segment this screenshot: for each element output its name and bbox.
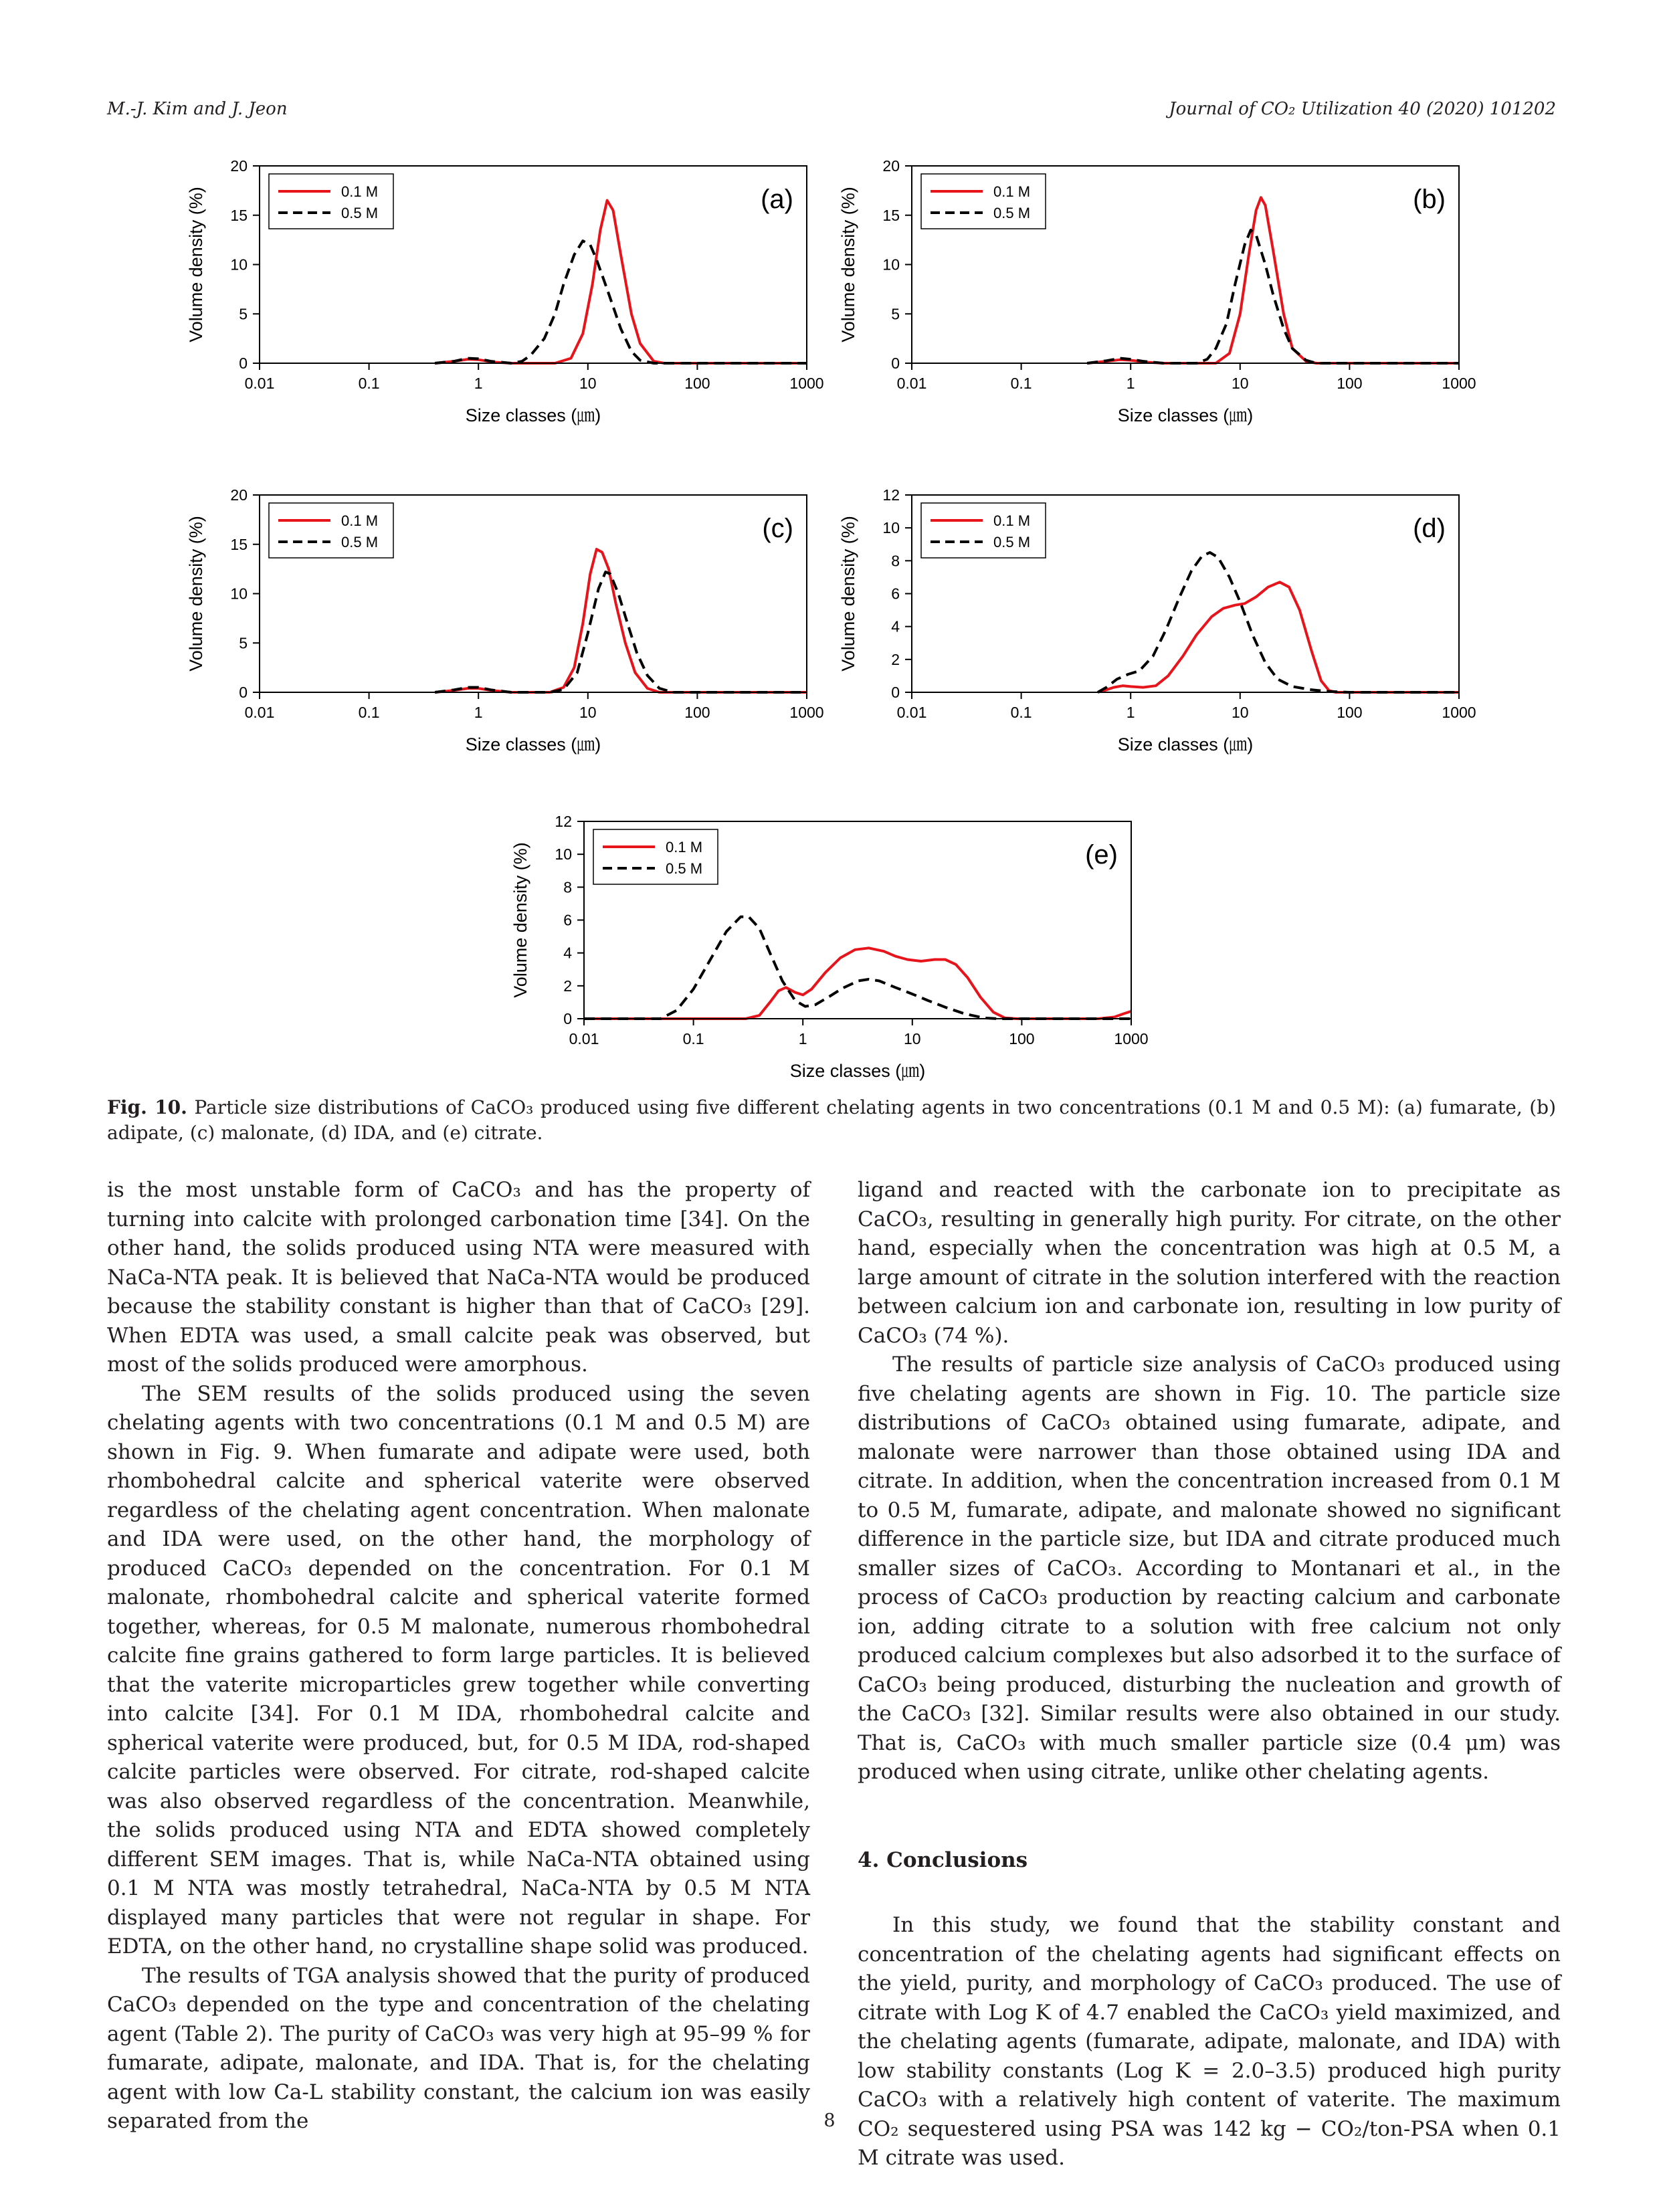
- x-axis-label: Size classes (㎛): [1117, 734, 1254, 755]
- series-line: [435, 549, 807, 692]
- y-tick-label: 10: [555, 845, 572, 864]
- legend-label: 0.5 M: [666, 860, 703, 877]
- y-tick-label: 15: [882, 206, 900, 224]
- legend-label: 0.5 M: [341, 534, 379, 550]
- chart-panel-e: [512, 809, 1154, 1090]
- x-tick-label: 100: [684, 704, 710, 721]
- x-tick-label: 1: [474, 375, 483, 392]
- series-line: [1087, 197, 1459, 363]
- y-tick-label: 8: [563, 878, 572, 896]
- y-axis-label: Volume density (%): [510, 842, 530, 998]
- x-tick-label: 100: [1337, 704, 1363, 721]
- series-line: [1098, 582, 1459, 692]
- panel-label: (d): [1413, 514, 1446, 543]
- x-tick-label: 10: [904, 1030, 921, 1047]
- chart-panel-a: [187, 154, 830, 435]
- y-tick-label: 15: [230, 206, 248, 224]
- body-paragraph: is the most unstable form of CaCO₃ and has the property of turning into calcite with prolonged carbonation time [34]. On the other hand, the solids produced using NTA were measured with NaCa-NTA peak. It is believed that NaCa-NTA would be produced because the stability constant is higher than that of CaCO₃ [29]. When EDTA was used, a small calcite peak was observed, but most of the solids produced were amorphous.: [107, 1178, 810, 1377]
- y-tick-label: 20: [230, 486, 248, 504]
- series-line: [435, 201, 807, 363]
- x-tick-label: 0.01: [896, 375, 927, 392]
- panel-label: (c): [762, 514, 793, 543]
- x-tick-label: 10: [1232, 704, 1249, 721]
- chart-panel-b: [840, 154, 1482, 435]
- y-tick-label: 20: [882, 157, 900, 175]
- y-tick-label: 15: [230, 535, 248, 553]
- figure-caption: [107, 1095, 1556, 1146]
- legend-label: 0.1 M: [341, 512, 379, 529]
- body-column-left: [107, 1176, 810, 2136]
- x-tick-label: 0.01: [244, 704, 275, 721]
- x-tick-label: 1: [1126, 375, 1135, 392]
- panel-label: (a): [761, 185, 793, 214]
- y-tick-label: 0: [239, 684, 248, 701]
- y-tick-label: 10: [230, 256, 248, 274]
- x-tick-label: 10: [1232, 375, 1249, 392]
- x-tick-label: 1: [798, 1030, 807, 1047]
- x-tick-label: 1: [1126, 704, 1135, 721]
- y-tick-label: 4: [563, 944, 572, 962]
- legend-label: 0.1 M: [993, 512, 1031, 529]
- y-tick-label: 0: [891, 684, 900, 701]
- x-tick-label: 1000: [789, 704, 824, 721]
- conclusion-paragraph: In this study, we found that the stability constant and concentration of the chelating agents had significant effects on the yield, purity, and morphology of CaCO₃ produced. The use of citrate with Log K of 4.7 enabled the CaCO₃ yield maximized, and the chelating agents (fumarate, adipate, malonate, and IDA) with low stability constants (Log K = 2.0–3.5) produced high purity CaCO₃ with a relatively high content of vaterite. The maximum CO₂ sequestered using PSA was 142 kg − CO₂/ton-PSA when 0.1 M citrate was used.: [858, 1913, 1561, 2170]
- y-tick-label: 0: [891, 355, 900, 372]
- x-axis-label: Size classes (㎛): [465, 734, 601, 755]
- body-paragraph: The results of TGA analysis showed that the purity of produced CaCO₃ depended on the type and concentration of the chelating agent (Table 2). The purity of CaCO₃ was very high at 95–99 % for fumarate, adipate, malonate, and IDA. That is, for the chelating agent with low Ca-L stability constant, the calcium ion was easily separated from the: [107, 1963, 810, 2133]
- x-tick-label: 10: [579, 375, 597, 392]
- series-line: [584, 948, 1131, 1019]
- y-tick-label: 0: [239, 355, 248, 372]
- y-axis-label: Volume density (%): [838, 187, 858, 342]
- x-tick-label: 10: [579, 704, 597, 721]
- body-paragraph: ligand and reacted with the carbonate ion to precipitate as CaCO₃, resulting in generally high purity. For citrate, on the other hand, especially when the concentration was high at 0.5 M, a large amount of citrate in the solution interfered with the reaction between calcium ion and carbonate ion, resulting in low purity of CaCO₃ (74 %).: [858, 1178, 1561, 1348]
- x-tick-label: 0.1: [358, 375, 380, 392]
- y-tick-label: 6: [891, 585, 900, 603]
- legend-label: 0.5 M: [993, 534, 1031, 550]
- y-tick-label: 10: [882, 519, 900, 537]
- running-head-authors: M.-J. Kim and J. Jeon: [107, 99, 288, 119]
- x-tick-label: 0.1: [1010, 375, 1032, 392]
- x-tick-label: 1000: [1442, 375, 1476, 392]
- figure-caption-label: Fig. 10.: [107, 1096, 187, 1118]
- running-head-journal: Journal of CO₂ Utilization 40 (2020) 101202: [1169, 99, 1556, 119]
- x-axis-label: Size classes (㎛): [465, 405, 601, 425]
- y-tick-label: 5: [239, 634, 248, 652]
- x-tick-label: 100: [1337, 375, 1363, 392]
- x-tick-label: 0.1: [1010, 704, 1032, 721]
- y-axis-label: Volume density (%): [186, 187, 206, 342]
- body-paragraph: The SEM results of the solids produced using the seven chelating agents with two concentrations (0.1 M and 0.5 M) are shown in Fig. 9. When fumarate and adipate were used, both rhombohedral calcite and spherical vaterite were observed regardless of the chelating agent concentration. When malonate and IDA were used, on the other hand, the morphology of produced CaCO₃ depended on the concentration. For 0.1 M malonate, rhombohedral calcite and spherical vaterite formed together, whereas, for 0.5 M malonate, numerous rhombohedral calcite fine grains gathered to form large particles. It is believed that the vaterite microparticles grew together while converting into calcite [34]. For 0.1 M IDA, rhombohedral calcite and spherical vaterite were produced, but, for 0.5 M IDA, rod-shaped calcite particles were observed. For citrate, rod-shaped calcite was also observed regardless of the concentration. Meanwhile, the solids produced using NTA and EDTA showed completely different SEM images. That is, while NaCa-NTA obtained using 0.1 M NTA was mostly tetrahedral, NaCa-NTA by 0.5 M NTA displayed many particles that were not regular in shape. For EDTA, on the other hand, no crystalline shape solid was produced.: [107, 1381, 810, 1958]
- x-tick-label: 1000: [1114, 1030, 1149, 1047]
- legend-label: 0.5 M: [993, 205, 1031, 221]
- x-tick-label: 100: [1009, 1030, 1035, 1047]
- y-axis-label: Volume density (%): [186, 516, 206, 672]
- legend-label: 0.1 M: [341, 183, 379, 200]
- y-tick-label: 12: [882, 486, 900, 504]
- x-tick-label: 0.1: [682, 1030, 704, 1047]
- figure-caption-text: Particle size distributions of CaCO₃ produced using five different chelating agents in two concentrations (0.1 M and 0.5 M): (a) fumarate, (b) adipate, (c) malonate, (d) IDA, and (e) citrate.: [107, 1096, 1556, 1144]
- y-tick-label: 10: [882, 256, 900, 274]
- y-tick-label: 12: [555, 813, 572, 830]
- body-column-right: [858, 1176, 1561, 2173]
- y-tick-label: 20: [230, 157, 248, 175]
- y-tick-label: 5: [891, 305, 900, 323]
- x-tick-label: 1: [474, 704, 483, 721]
- legend-label: 0.5 M: [341, 205, 379, 221]
- legend-label: 0.1 M: [993, 183, 1031, 200]
- chart-panel-c: [187, 483, 830, 764]
- y-tick-label: 0: [563, 1010, 572, 1027]
- x-axis-label: Size classes (㎛): [1117, 405, 1254, 425]
- x-tick-label: 1000: [1442, 704, 1476, 721]
- page-number: 8: [823, 2110, 836, 2131]
- legend-label: 0.1 M: [666, 839, 703, 856]
- body-paragraph: The results of particle size analysis of CaCO₃ produced using five chelating agents are shown in Fig. 10. The particle size distributions of CaCO₃ obtained using fumarate, adipate, and malonate were narrower than those obtained using IDA and citrate. In addition, when the concentration increased from 0.1 M to 0.5 M, fumarate, adipate, and malonate showed no significant difference in the particle size, but IDA and citrate produced much smaller sizes of CaCO₃. According to Montanari et al., in the process of CaCO₃ production by reacting calcium and carbonate ion, adding citrate to a solution with free calcium not only produced calcium complexes but also adsorbed it to the surface of CaCO₃ being produced, disturbing the nucleation and growth of the CaCO₃ [32]. Similar results were also obtained in our study. That is, CaCO₃ with much smaller particle size (0.4 μm) was produced when using citrate, unlike other chelating agents.: [858, 1352, 1561, 1784]
- y-tick-label: 2: [563, 977, 572, 995]
- y-tick-label: 6: [563, 911, 572, 929]
- y-tick-label: 10: [230, 585, 248, 603]
- x-tick-label: 0.01: [896, 704, 927, 721]
- x-tick-label: 0.1: [358, 704, 380, 721]
- x-tick-label: 0.01: [569, 1030, 599, 1047]
- series-line: [435, 572, 807, 692]
- y-tick-label: 4: [891, 617, 900, 635]
- y-tick-label: 5: [239, 305, 248, 323]
- x-tick-label: 0.01: [244, 375, 275, 392]
- panel-label: (e): [1085, 840, 1118, 870]
- y-axis-label: Volume density (%): [838, 516, 858, 672]
- chart-panel-d: [840, 483, 1482, 764]
- y-tick-label: 8: [891, 552, 900, 570]
- y-tick-label: 2: [891, 650, 900, 668]
- x-axis-label: Size classes (㎛): [789, 1061, 926, 1081]
- x-tick-label: 1000: [789, 375, 824, 392]
- series-line: [1098, 552, 1459, 692]
- panel-label: (b): [1413, 185, 1446, 214]
- section-heading: 4. Conclusions: [858, 1847, 1028, 1872]
- x-tick-label: 100: [684, 375, 710, 392]
- series-line: [584, 917, 1131, 1019]
